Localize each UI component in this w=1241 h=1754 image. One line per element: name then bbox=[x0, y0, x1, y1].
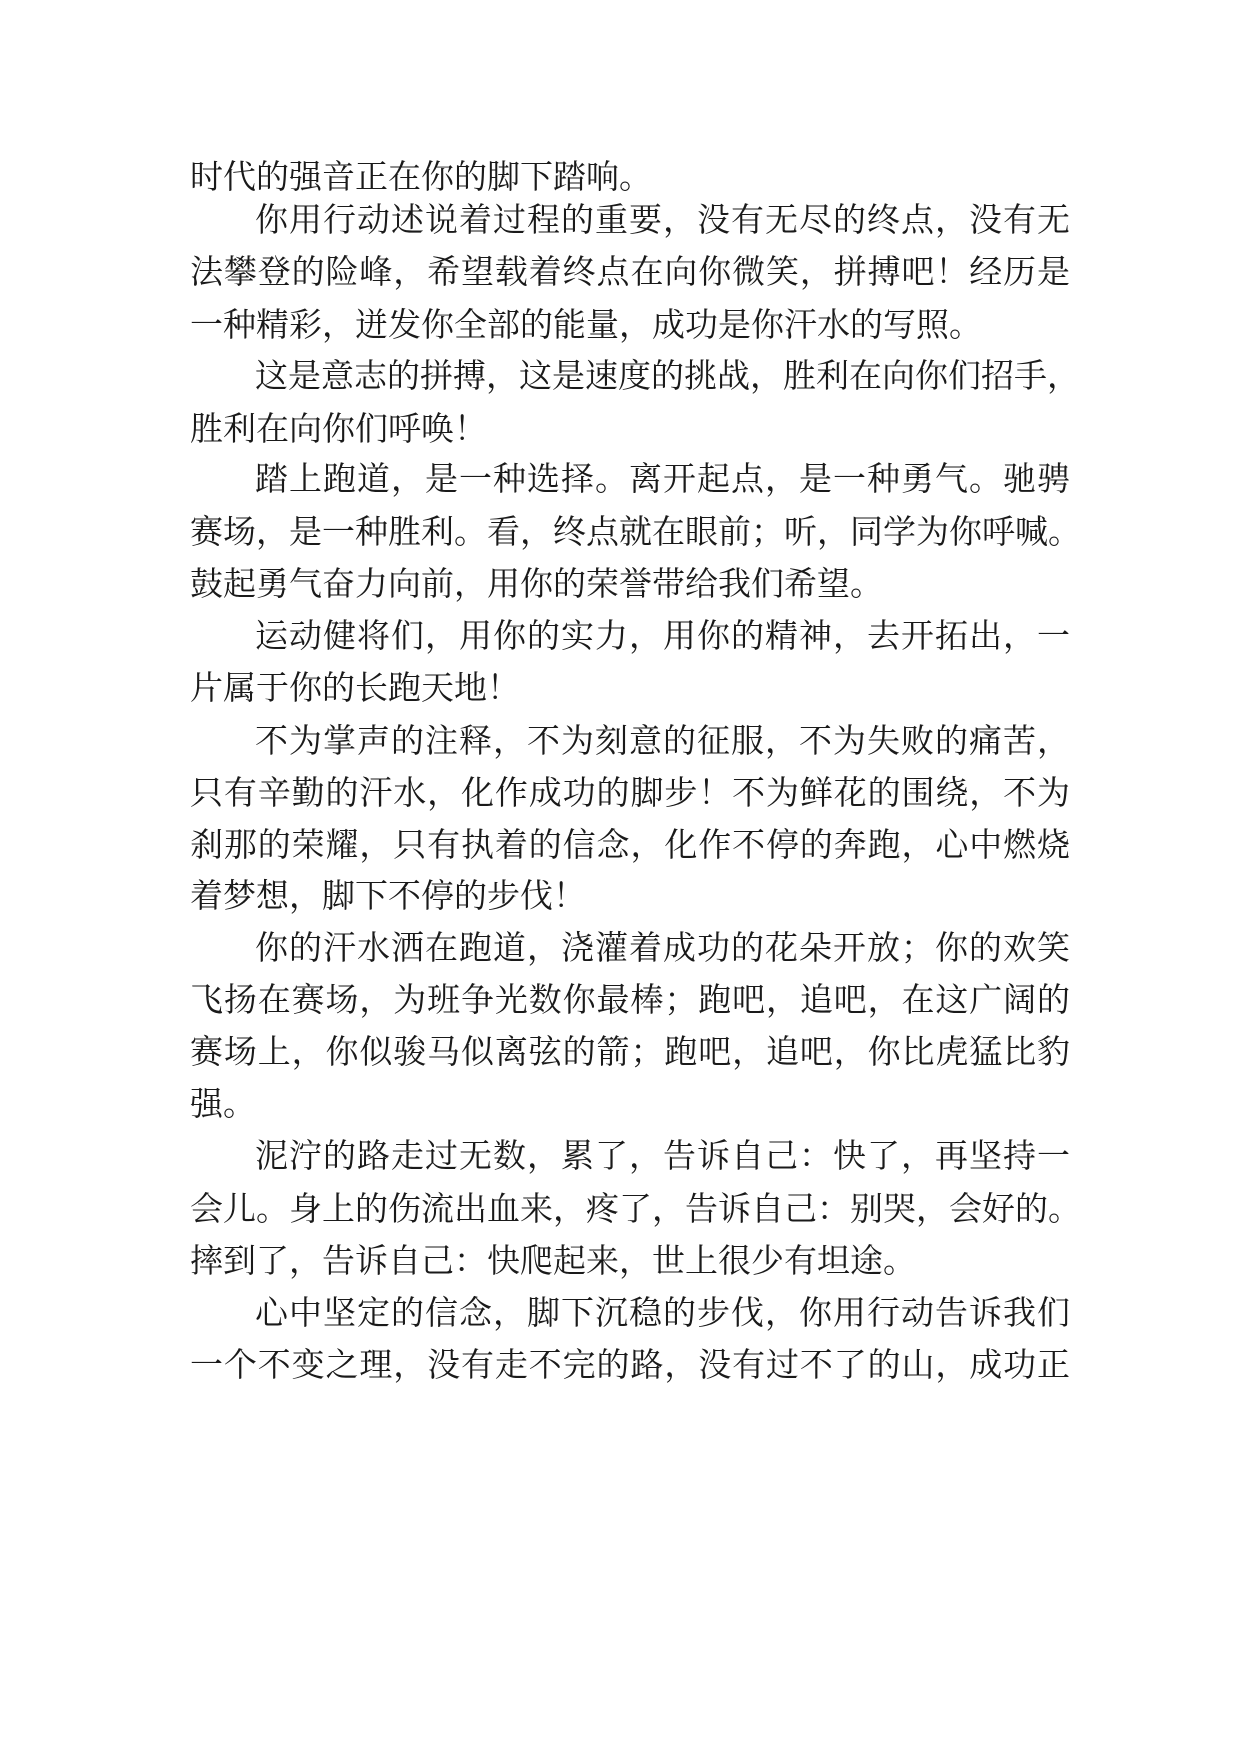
text-line: 一个不变之理，没有走不完的路，没有过不了的山，成功正 bbox=[190, 1345, 1070, 1384]
text-line: 赛场上，你似骏马似离弦的箭；跑吧，追吧，你比虎猛比豹 bbox=[190, 1032, 1070, 1071]
text-line: 你用行动述说着过程的重要，没有无尽的终点，没有无 bbox=[255, 200, 1070, 239]
text-line: 一种精彩，迸发你全部的能量，成功是你汗水的写照。 bbox=[190, 305, 982, 344]
text-line: 摔到了，告诉自己：快爬起来，世上很少有坦途。 bbox=[190, 1241, 916, 1280]
text-line: 你的汗水洒在跑道，浇灌着成功的花朵开放；你的欢笑 bbox=[255, 928, 1070, 967]
text-line: 刹那的荣耀，只有执着的信念，化作不停的奔跑，心中燃烧 bbox=[190, 825, 1070, 864]
text-line: 胜利在向你们呼唤！ bbox=[190, 409, 487, 448]
text-line: 这是意志的拼搏，这是速度的挑战，胜利在向你们招手， bbox=[255, 356, 1080, 395]
text-line: 只有辛勤的汗水，化作成功的脚步！不为鲜花的围绕，不为 bbox=[190, 773, 1070, 812]
text-line: 飞扬在赛场，为班争光数你最棒；跑吧，追吧，在这广阔的 bbox=[190, 980, 1070, 1019]
text-line: 法攀登的险峰，希望载着终点在向你微笑，拼搏吧！经历是 bbox=[190, 252, 1070, 291]
text-line: 片属于你的长跑天地！ bbox=[190, 668, 520, 707]
text-line: 泥泞的路走过无数，累了，告诉自己：快了，再坚持一 bbox=[255, 1136, 1070, 1175]
text-line: 鼓起勇气奋力向前，用你的荣誉带给我们希望。 bbox=[190, 564, 883, 603]
text-line: 不为掌声的注释，不为刻意的征服，不为失败的痛苦， bbox=[255, 721, 1070, 760]
text-line: 时代的强音正在你的脚下踏响。 bbox=[190, 157, 652, 196]
text-line: 着梦想，脚下不停的步伐！ bbox=[190, 876, 586, 915]
text-line: 运动健将们，用你的实力，用你的精神，去开拓出，一 bbox=[255, 616, 1070, 655]
text-line: 强。 bbox=[190, 1084, 256, 1123]
text-line: 心中坚定的信念，脚下沉稳的步伐，你用行动告诉我们 bbox=[255, 1293, 1070, 1332]
text-line: 会儿。身上的伤流出血来，疼了，告诉自己：别哭，会好的。 bbox=[190, 1189, 1081, 1228]
text-line: 踏上跑道，是一种选择。离开起点，是一种勇气。驰骋 bbox=[255, 459, 1070, 498]
text-line: 赛场，是一种胜利。看，终点就在眼前；听，同学为你呼喊。 bbox=[190, 512, 1081, 551]
